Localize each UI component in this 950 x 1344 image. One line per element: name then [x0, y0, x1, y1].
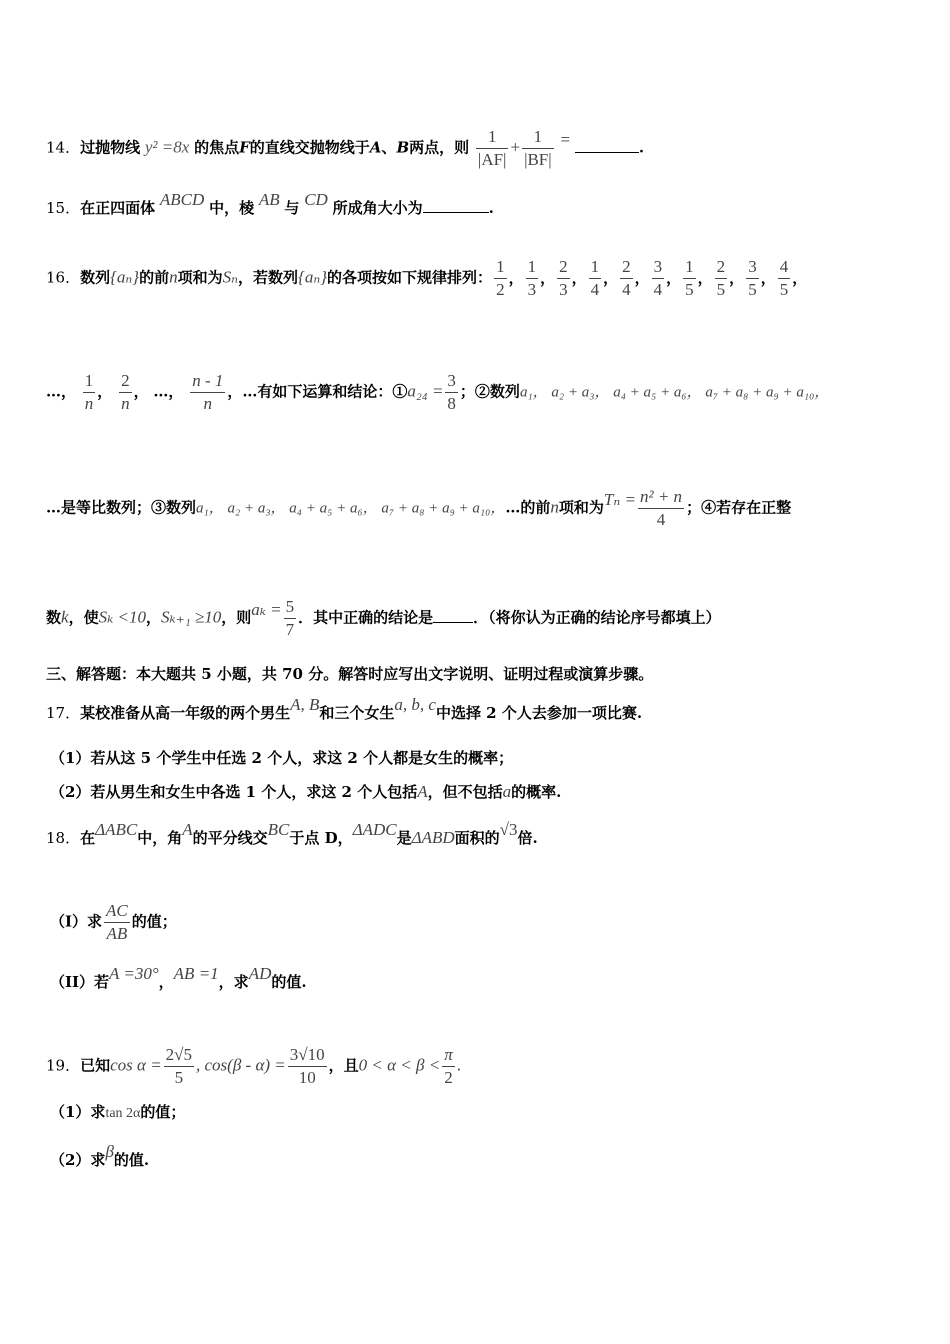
question-17: 17．某校准备从高一年级的两个男生A, B和三个女生a, b, c中选择 2 个人去参加一项比赛. [46, 695, 643, 722]
question-18: 18．在ΔABC中，角A的平分线交BC于点 D，ΔADC是ΔABD面积的√3倍. [46, 820, 538, 847]
sequence-fraction: $\frac{3}{5}$ [748, 257, 757, 299]
question-14: 14．过抛物线 y² =8x 的焦点F的直线交抛物线于A、B两点，则 $\frac{1}{|AF|}$ + $\frac{1}{|BF|}$ = . [46, 127, 645, 169]
question-number: 16． [46, 268, 81, 287]
fraction: $\frac{AC}{AB}$ [106, 901, 128, 943]
sequence-fraction: $\frac{2}{5}$ [716, 257, 726, 299]
question-17-part-1: （1）若从这 5 个学生中任选 2 个人，求这 2 个人都是女生的概率； [50, 749, 514, 767]
fraction: $\frac{n - 1}{n}$ [192, 371, 224, 413]
question-18-part-2: （II）若A =30°，AB =1，求AD的值. [50, 964, 307, 991]
sequence-fraction: $\frac{3}{4}$ [653, 257, 663, 299]
question-16-line-4: 数k，使Sₖ <10，Sₖ₊₁ ≥10，则aₖ = $\frac{5}{7}$ ．其中正确的结论是 ．（将你认为正确的结论序号都填上） [46, 597, 721, 639]
fraction: $\frac{2}{n}$ [121, 371, 130, 413]
answer-blank[interactable] [433, 622, 473, 623]
question-number: 19． [46, 1056, 81, 1075]
question-19-part-1: （1）求tan 2α的值； [50, 1103, 186, 1121]
sequence-fraction: $\frac{4}{5}$ [779, 257, 789, 299]
fraction: $\frac{\pi}{2}$ [444, 1045, 453, 1087]
fraction: $\frac{5}{7}$ [285, 597, 295, 639]
sequence-fraction: $\frac{2}{4}$ [622, 257, 631, 299]
tetrahedron-label: ABCD [159, 190, 205, 209]
sequence-fraction-list: $\frac{1}{2}$ ， $\frac{1}{3}$ ， $\frac{2}{3}$ ， $\frac{1}{4}$ ， $\frac{2}{4}$ ， $\frac{3}{4}$ ， $\frac{1}{5}$ ， $\frac{2}{5}$ ， $\frac{3}{5}$ ， $\frac{4}{5}$ ， [496, 257, 808, 299]
sequence-fraction: $\frac{1}{5}$ [685, 257, 694, 299]
fraction: $\frac{1}{|BF|}$ [524, 127, 552, 169]
sequence-fraction: $\frac{1}{3}$ [527, 257, 537, 299]
question-18-part-1: （I）求 $\frac{AC}{AB}$ 的值； [50, 901, 177, 943]
answer-blank[interactable] [575, 152, 639, 153]
question-15: 15．在正四面体 ABCD 中，棱 AB 与 CD 所成角大小为 . [46, 190, 494, 217]
question-number: 18． [46, 829, 81, 847]
fraction: $\frac{3}{8}$ [447, 371, 456, 413]
parabola-equation: y² =8x [144, 137, 190, 157]
fraction: $\frac{1}{n}$ [84, 371, 94, 413]
question-17-part-2: （2）若从男生和女生中各选 1 个人，求这 2 个人包括A，但不包括a的概率. [50, 782, 562, 801]
question-16-line-2: …， $\frac{1}{n}$ ， $\frac{2}{n}$ ， …， $\frac{n - 1}{n}$ ，…有如下运算和结论：①a₂₄ = $\frac{3}{8}$ ；②数列a₁， a₂ + a₃， a₄ + a₅ + a₆， a₇ + a₈ + a₉ + a₁₀， [46, 371, 830, 413]
fraction: $\frac{2√5}{5}$ [165, 1045, 193, 1087]
sequence-fraction: $\frac{1}{4}$ [590, 257, 600, 299]
fraction: $\frac{\text{n² + n}}{4}$ [639, 487, 683, 529]
question-19: 19．已知cos α = $\frac{2√5}{5}$ , cos(β - α) = $\frac{3√10}{10}$ ，且0 < α < β < $\frac{\pi}{2}$ . [46, 1045, 461, 1087]
question-19-part-2: （2）求β的值. [50, 1142, 150, 1169]
fraction: $\frac{1}{|AF|}$ [477, 127, 507, 169]
question-number: 17． [46, 704, 81, 722]
answer-blank[interactable] [423, 212, 489, 213]
question-16: 16．数列{aₙ}的前n项和为Sₙ，若数列{aₙ}的各项按如下规律排列： $\frac{1}{2}$ ， $\frac{1}{3}$ ， $\frac{2}{3}$ ， $\frac{1}{4}$ ， $\frac{2}{4}$ ， $\frac{3}{4}$ ， $\frac{1}{5}$ ， $\frac{2}{5}$ ， $\frac{3}{5}$ ， $\frac{4}{5}$ ， [46, 257, 808, 299]
fraction: $\frac{3√10}{10}$ [289, 1045, 325, 1087]
question-number: 15． [46, 199, 81, 217]
sequence-fraction: $\frac{1}{2}$ [496, 257, 505, 299]
question-number: 14． [46, 138, 81, 157]
section-header: 三、解答题：本大题共 5 小题，共 70 分。解答时应写出文字说明、证明过程或演算步骤。 [46, 665, 654, 683]
sequence-fraction: $\frac{2}{3}$ [559, 257, 568, 299]
question-16-line-3: …是等比数列；③数列a₁， a₂ + a₃， a₄ + a₅ + a₆， a₇ + a₈ + a₉ + a₁₀，…的前n项和为Tₙ = $\frac{\text{n² + n}}{4}$ ；④若存在正整 [46, 487, 792, 529]
